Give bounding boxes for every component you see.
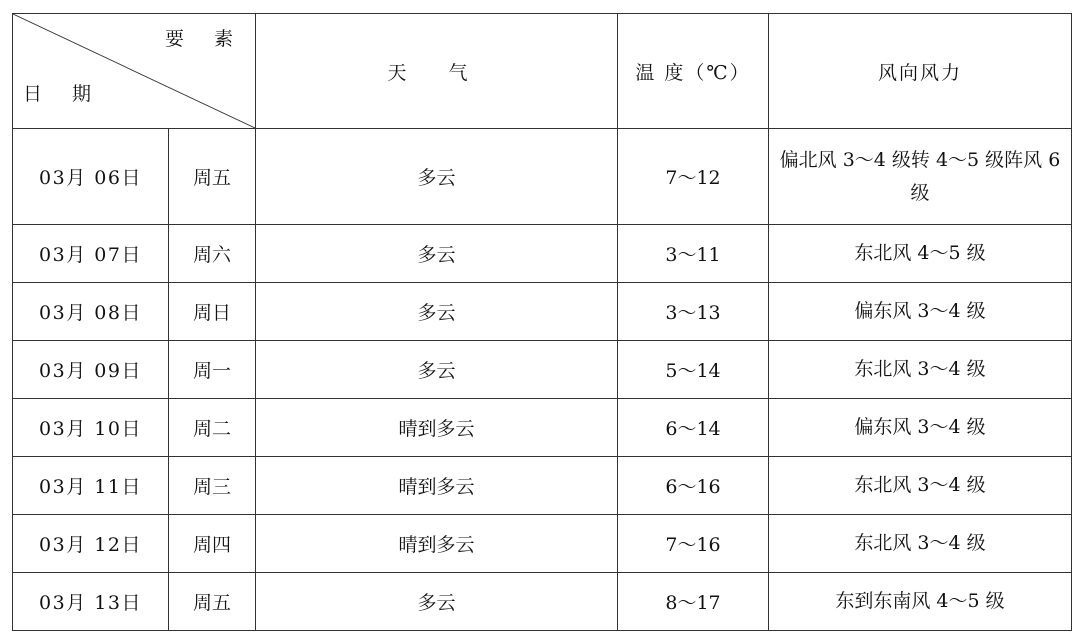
cell-weather: 多云 (256, 129, 618, 225)
cell-weekday: 周五 (169, 573, 256, 631)
table-row (13, 399, 1072, 457)
cell-temperature: 3～13 (618, 283, 769, 341)
cell-weather: 晴到多云 (256, 515, 618, 573)
table-row (13, 225, 1072, 283)
cell-weather: 多云 (256, 341, 618, 399)
header-weather: 天 气 (256, 14, 618, 129)
cell-wind: 偏东风 3～4 级 (769, 399, 1072, 457)
cell-wind: 东北风 3～4 级 (769, 457, 1072, 515)
cell-wind: 东北风 3～4 级 (769, 515, 1072, 573)
cell-temperature: 5～14 (618, 341, 769, 399)
cell-date: 03月 09日 (13, 341, 169, 399)
cell-date: 03月 11日 (13, 457, 169, 515)
cell-temperature: 6～14 (618, 399, 769, 457)
cell-wind: 东到东南风 4～5 级 (769, 573, 1072, 631)
table-row (13, 457, 1072, 515)
cell-temperature: 7～16 (618, 515, 769, 573)
cell-weather: 晴到多云 (256, 399, 618, 457)
table-row (13, 515, 1072, 573)
cell-date: 03月 10日 (13, 399, 169, 457)
cell-date: 03月 12日 (13, 515, 169, 573)
cell-weekday: 周四 (169, 515, 256, 573)
cell-wind: 东北风 3～4 级 (769, 341, 1072, 399)
cell-date: 03月 13日 (13, 573, 169, 631)
cell-weather: 晴到多云 (256, 457, 618, 515)
table-row (13, 129, 1072, 225)
header-row (13, 14, 1072, 129)
cell-weekday: 周日 (169, 283, 256, 341)
cell-wind: 东北风 4～5 级 (769, 225, 1072, 283)
cell-weather: 多云 (256, 283, 618, 341)
cell-date: 03月 06日 (13, 129, 169, 225)
table-row (13, 283, 1072, 341)
diagonal-header-cell (13, 14, 256, 129)
cell-weekday: 周二 (169, 399, 256, 457)
cell-weekday: 周六 (169, 225, 256, 283)
cell-temperature: 7～12 (618, 129, 769, 225)
header-date-label: 日 期 (23, 83, 104, 105)
cell-wind: 偏北风 3～4 级转 4～5 级阵风 6 级 (769, 129, 1072, 225)
cell-date: 03月 08日 (13, 283, 169, 341)
table-row (13, 573, 1072, 631)
cell-temperature: 6～16 (618, 457, 769, 515)
table-row (13, 341, 1072, 399)
cell-weather: 多云 (256, 225, 618, 283)
forecast-table (12, 13, 1072, 631)
cell-weekday: 周三 (169, 457, 256, 515)
cell-temperature: 8～17 (618, 573, 769, 631)
cell-weather: 多云 (256, 573, 618, 631)
cell-wind: 偏东风 3～4 级 (769, 283, 1072, 341)
cell-temperature: 3～11 (618, 225, 769, 283)
header-wind: 风向风力 (769, 14, 1072, 129)
cell-weekday: 周五 (169, 129, 256, 225)
header-temperature: 温 度（℃） (618, 14, 769, 129)
cell-weekday: 周一 (169, 341, 256, 399)
header-elements-label: 要 素 (164, 28, 245, 50)
cell-date: 03月 07日 (13, 225, 169, 283)
